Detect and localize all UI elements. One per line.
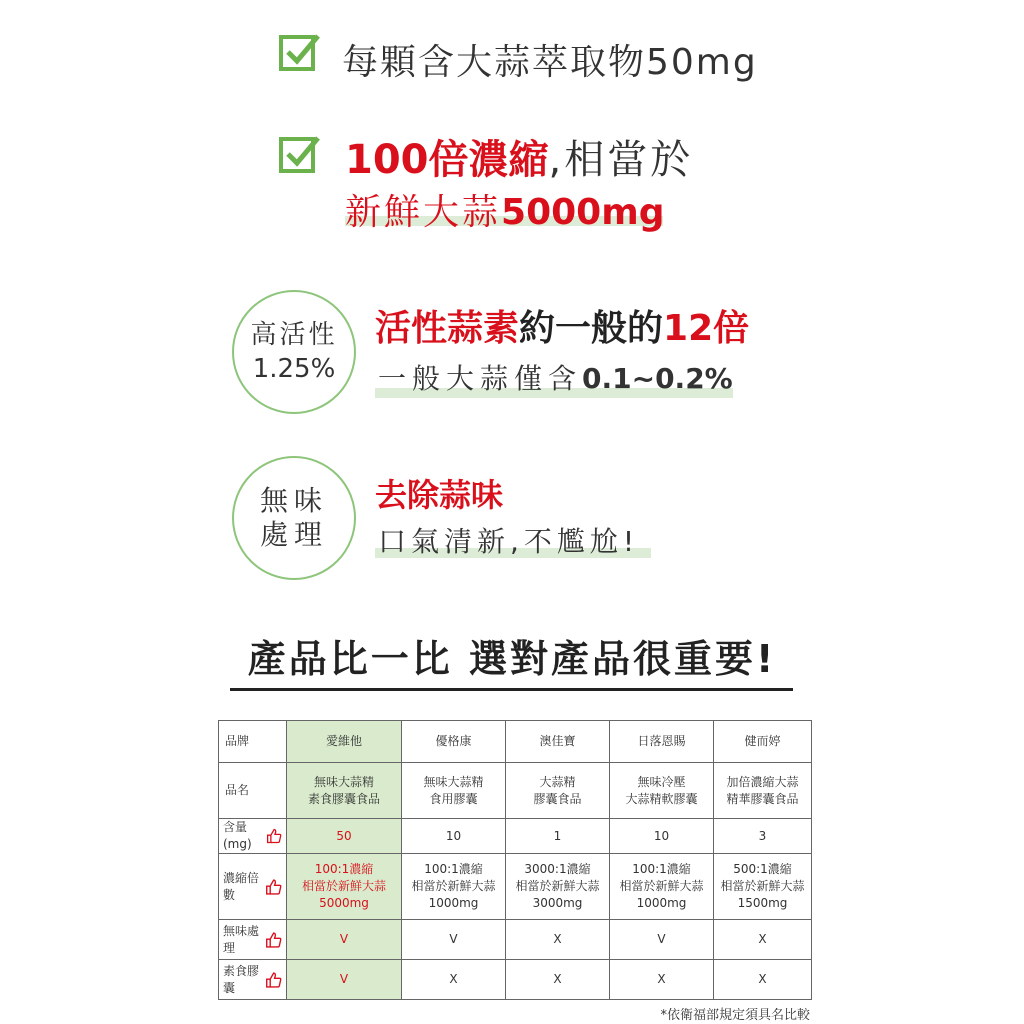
table-cell: X (506, 920, 610, 960)
table-row (219, 960, 812, 1000)
table-cell: 10 (402, 819, 506, 854)
row-label (219, 819, 287, 854)
comparison-table (218, 720, 812, 1000)
brand-header: 日落恩賜 (610, 721, 714, 763)
comparison-text: 一般大蒜僅含 (378, 362, 583, 395)
cell-line: 500:1濃縮 (733, 862, 792, 876)
brand-header: 健而婷 (714, 721, 812, 763)
fresh-breath-text: 口氣清新,不尷尬! (378, 525, 640, 558)
brand-header: 澳佳寶 (506, 721, 610, 763)
brand-header: 愛維他 (287, 721, 402, 763)
claim-concentration (345, 128, 693, 185)
cell-line: 相當於新鮮大蒜 (515, 879, 600, 893)
title-underline (230, 688, 793, 691)
table-row (219, 854, 812, 920)
odorless-badge (232, 456, 356, 580)
cell-line: 1500mg (737, 896, 788, 910)
footnote: *依衛福部規定須具名比較 (660, 1008, 810, 1023)
cell-line: 1000mg (428, 896, 479, 910)
table-cell: V (610, 920, 714, 960)
table-cell: 50 (287, 819, 402, 854)
thumbs-up-icon (265, 930, 282, 950)
cell-line: 100:1濃縮 (632, 862, 691, 876)
table-cell: 10 (610, 819, 714, 854)
allicin-multiplier: 12倍 (663, 308, 750, 349)
comparison-value: 0.1~0.2% (582, 362, 733, 395)
row-label-text: 無味處理 (223, 923, 260, 955)
cell-line: 相當於新鮮大蒜 (301, 879, 386, 893)
cell-line: 無味大蒜精 (423, 774, 484, 789)
claim-fresh-equivalent (345, 184, 665, 235)
row-label (219, 854, 287, 920)
table-cell (402, 854, 506, 920)
table-row (219, 819, 812, 854)
cell-line: 加倍濃縮大蒜 (726, 774, 799, 789)
cell-line: 相當於新鮮大蒜 (619, 879, 704, 893)
thumbs-up-icon (265, 970, 282, 990)
fresh-garlic-text: 新鮮大蒜 (345, 192, 502, 233)
cell-line: 膠囊食品 (533, 791, 582, 806)
table-cell (714, 854, 812, 920)
table-cell: X (714, 960, 812, 1000)
allicin-headline (375, 300, 749, 351)
table-cell (506, 854, 610, 920)
cell-line: 3000mg (532, 896, 583, 910)
allicin-black: 約一般的 (519, 308, 664, 349)
checkbox-check-icon (278, 30, 322, 74)
thumbs-up-icon (265, 877, 282, 897)
comparison-section-title: 產品比一比 選對產品很重要! (247, 637, 777, 681)
cell-line: 大蒜精軟膠囊 (625, 791, 698, 806)
high-activity-badge (232, 290, 356, 414)
cell-line: 大蒜精 (539, 774, 576, 789)
table-cell (402, 763, 506, 819)
table-row (219, 763, 812, 819)
claim-extract-amount: 每顆含大蒜萃取物50mg (342, 42, 758, 83)
row-label (219, 920, 287, 960)
row-label (219, 960, 287, 1000)
table-row (219, 920, 812, 960)
row-label-text: 素食膠囊 (223, 963, 260, 995)
allicin-red: 活性蒜素 (375, 308, 520, 349)
brand-header: 優格康 (402, 721, 506, 763)
table-cell: X (610, 960, 714, 1000)
row-label-text: 濃縮倍數 (223, 870, 260, 902)
table-cell (610, 854, 714, 920)
badge-line1: 無味 (259, 484, 328, 517)
normal-garlic-comparison (378, 357, 733, 397)
odor-removal-headline: 去除蒜味 (375, 476, 504, 514)
table-cell: 1 (506, 819, 610, 854)
table-cell (287, 763, 402, 819)
cell-line: 精華膠囊食品 (726, 791, 799, 806)
table-header-row (219, 721, 812, 763)
cell-line: 3000:1濃縮 (524, 862, 591, 876)
table-cell: X (714, 920, 812, 960)
concentration-red: 100倍濃縮 (345, 137, 549, 183)
fresh-garlic-amount: 5000mg (501, 192, 665, 233)
table-cell: V (402, 920, 506, 960)
cell-line: 相當於新鮮大蒜 (720, 879, 805, 893)
cell-line: 100:1濃縮 (314, 862, 374, 876)
cell-line: 無味大蒜精 (313, 774, 374, 789)
table-cell: V (287, 960, 402, 1000)
row-label-text: 含量(mg) (223, 820, 252, 851)
cell-line: 食用膠囊 (429, 791, 478, 806)
cell-line: 1000mg (636, 896, 687, 910)
cell-line: 100:1濃縮 (424, 862, 483, 876)
badge-line2: 處理 (259, 518, 328, 551)
cell-line: 無味冷壓 (637, 774, 686, 789)
concentration-black: ,相當於 (548, 137, 694, 183)
row-label: 品牌 (219, 721, 287, 763)
checkbox-check-icon (278, 132, 322, 176)
table-cell: V (287, 920, 402, 960)
row-label: 品名 (219, 763, 287, 819)
cell-line: 5000mg (319, 896, 369, 910)
table-cell (610, 763, 714, 819)
table-cell: 3 (714, 819, 812, 854)
table-cell (506, 763, 610, 819)
thumbs-up-icon (266, 826, 282, 846)
table-cell (287, 854, 402, 920)
badge-line2: 1.25% (252, 354, 336, 384)
badge-line1: 高活性 (250, 320, 338, 350)
cell-line: 素食膠囊食品 (307, 791, 380, 806)
table-cell: X (402, 960, 506, 1000)
cell-line: 相當於新鮮大蒜 (411, 879, 496, 893)
table-cell (714, 763, 812, 819)
table-cell: X (506, 960, 610, 1000)
